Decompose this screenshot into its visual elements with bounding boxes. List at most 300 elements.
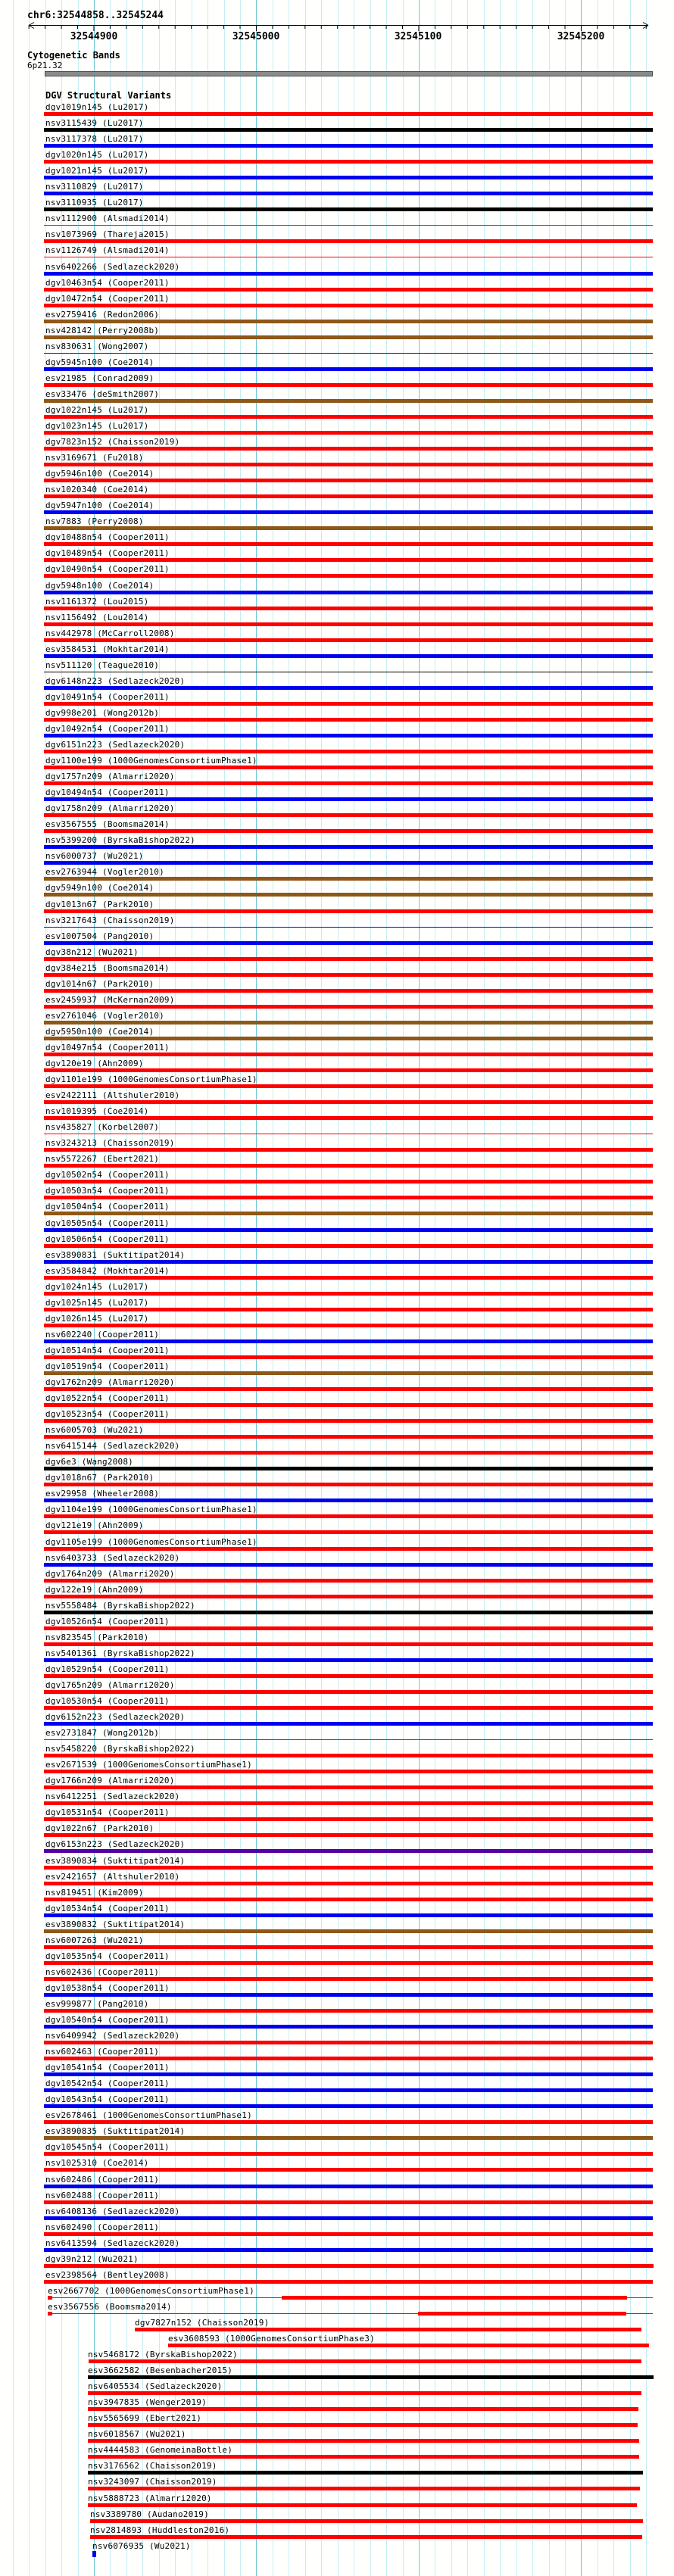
variant-label[interactable]: esv2761046 (Vogler2010) bbox=[45, 1010, 164, 1021]
variant-bar[interactable] bbox=[44, 128, 653, 132]
variant-bar[interactable] bbox=[44, 1833, 653, 1837]
variant-label[interactable]: dgv10535n54 (Cooper2011) bbox=[45, 1951, 170, 1961]
variant-label[interactable]: esv3890832 (Suktitipat2014) bbox=[45, 1919, 186, 1929]
variant-bar[interactable] bbox=[44, 2072, 653, 2076]
variant-bar[interactable] bbox=[44, 1706, 653, 1710]
variant-label[interactable]: dgv1765n209 (Almarri2020) bbox=[45, 1679, 175, 1690]
cytogenetic-band-bar[interactable] bbox=[45, 71, 653, 76]
variant-bar[interactable] bbox=[44, 2152, 653, 2156]
variant-bar[interactable] bbox=[44, 1514, 653, 1518]
variant-label[interactable]: dgv6153n223 (Sedlazeck2020) bbox=[45, 1839, 186, 1850]
variant-bar[interactable] bbox=[44, 304, 653, 307]
variant-bar[interactable] bbox=[44, 1547, 653, 1551]
variant-label[interactable]: esv3662582 (Besenbacher2015) bbox=[88, 2365, 233, 2376]
variant-bar[interactable] bbox=[44, 1722, 653, 1726]
variant-label[interactable]: nsv602436 (Cooper2011) bbox=[45, 1966, 160, 1977]
variant-bar[interactable] bbox=[44, 2264, 654, 2268]
variant-bar[interactable] bbox=[44, 2120, 653, 2124]
variant-label[interactable]: dgv1022n67 (Park2010) bbox=[45, 1823, 154, 1834]
variant-label[interactable]: dgv1764n209 (Almarri2020) bbox=[45, 1568, 175, 1579]
variant-label[interactable]: dgv10529n54 (Cooper2011) bbox=[45, 1664, 170, 1674]
variant-bar[interactable] bbox=[44, 750, 653, 753]
variant-label[interactable]: dgv10541n54 (Cooper2011) bbox=[45, 2063, 170, 2073]
variant-label[interactable]: esv33476 (deSmith2007) bbox=[45, 388, 160, 399]
variant-bar[interactable] bbox=[90, 2535, 642, 2539]
variant-bar[interactable] bbox=[44, 353, 653, 354]
variant-label[interactable]: nsv6415144 (Sedlazeck2020) bbox=[45, 1441, 180, 1452]
variant-bar[interactable] bbox=[44, 144, 653, 148]
variant-label[interactable]: dgv1021n145 (Lu2017) bbox=[45, 166, 149, 176]
variant-bar[interactable] bbox=[418, 2312, 626, 2316]
variant-bar[interactable] bbox=[88, 2423, 638, 2427]
variant-bar[interactable] bbox=[44, 2185, 653, 2188]
variant-label[interactable]: dgv5949n100 (Coe2014) bbox=[45, 883, 154, 893]
variant-bar[interactable] bbox=[44, 1387, 653, 1391]
variant-bar[interactable] bbox=[44, 941, 653, 945]
variant-bar[interactable] bbox=[44, 383, 653, 387]
variant-label[interactable]: nsv5399200 (ByrskaBishop2022) bbox=[45, 835, 195, 846]
variant-label[interactable]: nsv602486 (Cooper2011) bbox=[45, 2174, 160, 2185]
variant-label[interactable]: dgv1022n145 (Lu2017) bbox=[45, 404, 149, 415]
variant-label[interactable]: dgv7827n152 (Chaisson2019) bbox=[135, 2317, 270, 2328]
variant-bar[interactable] bbox=[44, 1674, 653, 1678]
variant-bar[interactable] bbox=[44, 2088, 653, 2092]
variant-bar[interactable] bbox=[88, 2487, 640, 2490]
variant-label[interactable]: dgv10506n54 (Cooper2011) bbox=[45, 1233, 170, 1244]
variant-bar[interactable] bbox=[44, 160, 653, 164]
variant-bar[interactable] bbox=[44, 1084, 653, 1088]
variant-label[interactable]: esv3890831 (Suktitipat2014) bbox=[45, 1249, 186, 1260]
variant-label[interactable]: nsv1019395 (Coe2014) bbox=[45, 1106, 149, 1117]
variant-label[interactable]: esv2763944 (Vogler2010) bbox=[45, 867, 164, 878]
variant-label[interactable]: dgv10490n54 (Cooper2011) bbox=[45, 564, 170, 575]
variant-label[interactable]: dgv122e19 (Ahn2009) bbox=[45, 1584, 144, 1595]
variant-label[interactable]: esv3584842 (Mokhtar2014) bbox=[45, 1265, 170, 1276]
variant-bar[interactable] bbox=[44, 861, 653, 865]
variant-label[interactable]: esv3567556 (Boomsma2014) bbox=[48, 2301, 172, 2312]
variant-label[interactable]: dgv10497n54 (Cooper2011) bbox=[45, 1042, 170, 1053]
variant-label[interactable]: esv29958 (Wheeler2008) bbox=[45, 1489, 160, 1499]
variant-label[interactable]: dgv5946n100 (Coe2014) bbox=[45, 469, 154, 479]
variant-bar[interactable] bbox=[44, 1929, 653, 1933]
variant-bar[interactable] bbox=[44, 927, 653, 928]
variant-label[interactable]: nsv6413594 (Sedlazeck2020) bbox=[45, 2238, 180, 2248]
variant-bar[interactable] bbox=[44, 2168, 653, 2172]
variant-bar[interactable] bbox=[44, 1451, 653, 1455]
variant-label[interactable]: nsv1156492 (Lou2014) bbox=[45, 612, 149, 622]
variant-bar[interactable] bbox=[44, 1642, 653, 1646]
variant-label[interactable]: nsv3243097 (Chaisson2019) bbox=[88, 2477, 217, 2487]
variant-label[interactable]: nsv3243213 (Chaisson2019) bbox=[45, 1138, 175, 1149]
variant-label[interactable]: esv2759416 (Redon2006) bbox=[45, 309, 160, 320]
variant-bar[interactable] bbox=[44, 1435, 653, 1439]
variant-bar[interactable] bbox=[88, 2375, 654, 2379]
variant-bar[interactable] bbox=[44, 415, 653, 419]
variant-bar[interactable] bbox=[44, 1053, 653, 1056]
variant-label[interactable]: dgv10502n54 (Cooper2011) bbox=[45, 1170, 170, 1180]
variant-label[interactable]: dgv10514n54 (Cooper2011) bbox=[45, 1345, 170, 1355]
variant-bar[interactable] bbox=[44, 479, 653, 482]
variant-bar[interactable] bbox=[44, 622, 653, 626]
variant-bar[interactable] bbox=[44, 1499, 653, 1502]
variant-bar[interactable] bbox=[44, 1419, 653, 1423]
variant-bar[interactable] bbox=[44, 1595, 653, 1598]
variant-label[interactable]: esv21985 (Conrad2009) bbox=[45, 373, 154, 383]
variant-bar[interactable] bbox=[44, 1180, 653, 1184]
variant-label[interactable]: nsv6402266 (Sedlazeck2020) bbox=[45, 261, 180, 272]
variant-bar[interactable] bbox=[44, 1324, 653, 1327]
variant-label[interactable]: dgv10545n54 (Cooper2011) bbox=[45, 2142, 170, 2153]
variant-label[interactable]: dgv1023n145 (Lu2017) bbox=[45, 421, 149, 431]
variant-bar[interactable] bbox=[44, 813, 653, 817]
variant-bar[interactable] bbox=[44, 1244, 653, 1248]
variant-label[interactable]: nsv3110935 (Lu2017) bbox=[45, 198, 144, 208]
variant-bar[interactable] bbox=[88, 2439, 639, 2443]
variant-label[interactable]: dgv10540n54 (Cooper2011) bbox=[45, 2015, 170, 2025]
variant-label[interactable]: dgv5948n100 (Coe2014) bbox=[45, 580, 154, 591]
variant-bar[interactable] bbox=[44, 1913, 653, 1917]
variant-bar[interactable] bbox=[282, 2296, 627, 2300]
variant-label[interactable]: esv2731847 (Wong2012b) bbox=[45, 1728, 160, 1739]
variant-bar[interactable] bbox=[44, 638, 653, 642]
variant-bar[interactable] bbox=[44, 973, 653, 977]
variant-label[interactable]: nsv6005703 (Wu2021) bbox=[45, 1425, 144, 1436]
variant-bar[interactable] bbox=[44, 288, 653, 292]
variant-label[interactable]: dgv1101e199 (1000GenomesConsortiumPhase1) bbox=[45, 1074, 257, 1085]
variant-bar[interactable] bbox=[88, 2455, 639, 2459]
variant-bar[interactable] bbox=[44, 1021, 653, 1024]
variant-bar[interactable] bbox=[44, 845, 653, 849]
variant-bar[interactable] bbox=[44, 1563, 653, 1567]
variant-bar[interactable] bbox=[44, 718, 653, 722]
variant-bar[interactable] bbox=[44, 2200, 653, 2204]
variant-bar[interactable] bbox=[44, 1785, 653, 1789]
variant-label[interactable]: esv3890834 (Suktitipat2014) bbox=[45, 1855, 186, 1866]
variant-label[interactable]: nsv5401361 (ByrskaBishop2022) bbox=[45, 1648, 195, 1658]
variant-label[interactable]: dgv5947n100 (Coe2014) bbox=[45, 501, 154, 511]
variant-bar[interactable] bbox=[44, 1801, 653, 1805]
variant-label[interactable]: dgv6e3 (Wang2008) bbox=[45, 1457, 133, 1467]
variant-bar[interactable] bbox=[44, 1371, 653, 1375]
variant-bar[interactable] bbox=[44, 1467, 653, 1470]
variant-label[interactable]: dgv10542n54 (Cooper2011) bbox=[45, 2079, 170, 2089]
variant-label[interactable]: nsv602490 (Cooper2011) bbox=[45, 2222, 160, 2232]
variant-label[interactable]: dgv1014n67 (Park2010) bbox=[45, 978, 154, 989]
variant-label[interactable]: esv2421657 (Altshuler2010) bbox=[45, 1871, 180, 1882]
variant-bar[interactable] bbox=[44, 1882, 653, 1885]
variant-bar[interactable] bbox=[135, 2328, 641, 2331]
variant-label[interactable]: nsv1112900 (Alsmadi2014) bbox=[45, 214, 170, 224]
variant-label[interactable]: nsv5572267 (Ebert2021) bbox=[45, 1154, 160, 1165]
variant-bar[interactable] bbox=[44, 1770, 653, 1773]
variant-label[interactable]: nsv3115439 (Lu2017) bbox=[45, 118, 144, 129]
variant-label[interactable]: nsv5558484 (ByrskaBishop2022) bbox=[45, 1600, 195, 1611]
variant-label[interactable]: dgv10491n54 (Cooper2011) bbox=[45, 691, 170, 702]
variant-bar[interactable] bbox=[44, 909, 653, 913]
variant-label[interactable]: nsv428142 (Perry2008b) bbox=[45, 325, 160, 335]
variant-label[interactable]: dgv10534n54 (Cooper2011) bbox=[45, 1903, 170, 1913]
variant-bar[interactable] bbox=[44, 1690, 653, 1694]
variant-label[interactable]: nsv2814893 (Huddleston2016) bbox=[90, 2525, 230, 2535]
variant-label[interactable]: dgv10494n54 (Cooper2011) bbox=[45, 787, 170, 798]
variant-bar[interactable] bbox=[44, 1196, 653, 1199]
variant-label[interactable]: nsv823545 (Park2010) bbox=[45, 1632, 149, 1642]
variant-label[interactable]: nsv5888723 (Almarri2020) bbox=[88, 2493, 212, 2503]
variant-label[interactable]: nsv819451 (Kim2009) bbox=[45, 1887, 144, 1898]
variant-bar[interactable] bbox=[44, 2009, 653, 2013]
variant-label[interactable]: nsv6076935 (Wu2021) bbox=[92, 2540, 191, 2551]
variant-label[interactable]: dgv1104e199 (1000GenomesConsortiumPhase1) bbox=[45, 1505, 257, 1515]
variant-bar[interactable] bbox=[44, 1403, 653, 1407]
variant-bar[interactable] bbox=[88, 2391, 641, 2395]
variant-bar[interactable] bbox=[44, 207, 653, 211]
variant-label[interactable]: nsv6408136 (Sedlazeck2020) bbox=[45, 2206, 180, 2216]
variant-label[interactable]: esv2459937 (McKernan2009) bbox=[45, 994, 175, 1005]
variant-bar[interactable] bbox=[44, 591, 653, 594]
variant-bar[interactable] bbox=[44, 2104, 653, 2108]
variant-bar[interactable] bbox=[44, 2057, 653, 2060]
variant-bar[interactable] bbox=[44, 1355, 653, 1359]
variant-label[interactable]: esv2422111 (Altshuler2010) bbox=[45, 1090, 180, 1101]
variant-label[interactable]: dgv6148n223 (Sedlazeck2020) bbox=[45, 675, 186, 686]
variant-label[interactable]: nsv442978 (McCarroll2008) bbox=[45, 628, 175, 638]
variant-bar[interactable] bbox=[44, 877, 653, 881]
variant-label[interactable]: dgv1757n209 (Almarri2020) bbox=[45, 772, 175, 782]
variant-label[interactable]: nsv5458220 (ByrskaBishop2022) bbox=[45, 1744, 195, 1754]
variant-label[interactable]: nsv3117378 (Lu2017) bbox=[45, 134, 144, 145]
variant-label[interactable]: dgv10463n54 (Cooper2011) bbox=[45, 277, 170, 288]
variant-bar[interactable] bbox=[44, 574, 653, 578]
variant-label[interactable]: dgv10543n54 (Cooper2011) bbox=[45, 2094, 170, 2105]
variant-bar[interactable] bbox=[44, 1116, 653, 1120]
variant-label[interactable]: nsv1126749 (Alsmadi2014) bbox=[45, 245, 170, 256]
variant-label[interactable]: esv3890835 (Suktitipat2014) bbox=[45, 2126, 186, 2137]
variant-label[interactable]: nsv511120 (Teague2010) bbox=[45, 660, 160, 670]
variant-bar[interactable] bbox=[44, 1530, 653, 1534]
variant-label[interactable]: dgv1766n209 (Almarri2020) bbox=[45, 1776, 175, 1786]
variant-label[interactable]: dgv1024n145 (Lu2017) bbox=[45, 1281, 149, 1292]
variant-bar[interactable] bbox=[44, 1037, 653, 1040]
variant-label[interactable]: dgv10538n54 (Cooper2011) bbox=[45, 1982, 170, 1993]
variant-label[interactable]: nsv6405534 (Sedlazeck2020) bbox=[88, 2381, 223, 2392]
variant-bar[interactable] bbox=[44, 1212, 653, 1215]
variant-bar[interactable] bbox=[44, 399, 653, 403]
variant-label[interactable]: dgv121e19 (Ahn2009) bbox=[45, 1520, 144, 1531]
variant-label[interactable]: nsv602463 (Cooper2011) bbox=[45, 2047, 160, 2057]
variant-label[interactable]: esv2678461 (1000GenomesConsortiumPhase1) bbox=[45, 2110, 252, 2121]
variant-bar[interactable] bbox=[44, 893, 653, 897]
variant-label[interactable]: nsv3947835 (Wenger2019) bbox=[88, 2397, 207, 2408]
variant-bar[interactable] bbox=[44, 1276, 653, 1280]
variant-bar[interactable] bbox=[44, 2248, 653, 2252]
variant-label[interactable]: dgv1762n209 (Almarri2020) bbox=[45, 1377, 175, 1387]
variant-bar[interactable] bbox=[44, 272, 653, 276]
variant-bar[interactable] bbox=[44, 1148, 653, 1152]
variant-label[interactable]: esv999877 (Pang2010) bbox=[45, 1998, 149, 2009]
variant-label[interactable]: dgv6151n223 (Sedlazeck2020) bbox=[45, 740, 186, 750]
variant-bar[interactable] bbox=[44, 510, 653, 514]
variant-bar[interactable] bbox=[44, 781, 653, 785]
variant-bar[interactable] bbox=[44, 1977, 653, 1981]
variant-bar[interactable] bbox=[44, 1579, 653, 1583]
variant-bar[interactable] bbox=[44, 320, 653, 323]
variant-label[interactable]: nsv6018567 (Wu2021) bbox=[88, 2429, 186, 2440]
variant-bar[interactable] bbox=[44, 1100, 653, 1104]
variant-bar[interactable] bbox=[44, 766, 653, 769]
variant-bar[interactable] bbox=[88, 2407, 638, 2411]
variant-bar[interactable] bbox=[44, 1260, 653, 1264]
variant-label[interactable]: nsv4444583 (GenomeinaBottle) bbox=[88, 2445, 233, 2456]
variant-label[interactable]: dgv7823n152 (Chaisson2019) bbox=[45, 437, 180, 448]
variant-label[interactable]: nsv5468172 (ByrskaBishop2022) bbox=[88, 2350, 238, 2360]
variant-bar[interactable] bbox=[44, 335, 653, 339]
variant-label[interactable]: dgv5950n100 (Coe2014) bbox=[45, 1026, 154, 1037]
variant-bar[interactable] bbox=[44, 2216, 653, 2220]
variant-label[interactable]: dgv39n212 (Wu2021) bbox=[45, 2253, 139, 2264]
variant-label[interactable]: dgv1013n67 (Park2010) bbox=[45, 899, 154, 909]
variant-bar[interactable] bbox=[44, 431, 653, 435]
variant-label[interactable]: dgv10522n54 (Cooper2011) bbox=[45, 1393, 170, 1404]
variant-bar[interactable] bbox=[44, 797, 653, 801]
variant-bar[interactable] bbox=[44, 494, 653, 498]
variant-bar[interactable] bbox=[44, 192, 653, 195]
variant-bar[interactable] bbox=[44, 607, 653, 610]
variant-bar[interactable] bbox=[44, 2025, 653, 2029]
variant-label[interactable]: nsv6412251 (Sedlazeck2020) bbox=[45, 1792, 180, 1802]
variant-bar[interactable] bbox=[44, 1817, 653, 1821]
variant-bar[interactable] bbox=[44, 1483, 653, 1486]
variant-label[interactable]: dgv998e201 (Wong2012b) bbox=[45, 707, 160, 718]
variant-label[interactable]: dgv5945n100 (Coe2014) bbox=[45, 357, 154, 367]
variant-bar[interactable] bbox=[44, 1164, 653, 1168]
variant-label[interactable]: nsv602488 (Cooper2011) bbox=[45, 2190, 160, 2200]
variant-bar[interactable] bbox=[44, 542, 653, 546]
variant-label[interactable]: dgv1025n145 (Lu2017) bbox=[45, 1297, 149, 1308]
variant-label[interactable]: dgv1018n67 (Park2010) bbox=[45, 1473, 154, 1483]
variant-label[interactable]: dgv120e19 (Ahn2009) bbox=[45, 1059, 144, 1068]
variant-label[interactable]: nsv435827 (Korbel2007) bbox=[45, 1122, 160, 1133]
variant-label[interactable]: nsv830631 (Wong2007) bbox=[45, 341, 149, 351]
variant-label[interactable]: nsv1025310 (Coe2014) bbox=[45, 2158, 149, 2169]
variant-bar[interactable] bbox=[44, 239, 653, 243]
variant-label[interactable]: nsv3217643 (Chaisson2019) bbox=[45, 915, 175, 925]
variant-label[interactable]: dgv1026n145 (Lu2017) bbox=[45, 1313, 149, 1324]
variant-label[interactable]: nsv3389780 (Audano2019) bbox=[90, 2509, 209, 2519]
variant-label[interactable]: esv3567555 (Boomsma2014) bbox=[45, 819, 170, 830]
variant-label[interactable]: nsv3169671 (Fu2018) bbox=[45, 453, 144, 463]
variant-label[interactable]: dgv10472n54 (Cooper2011) bbox=[45, 293, 170, 304]
variant-bar[interactable] bbox=[44, 654, 653, 658]
variant-label[interactable]: esv2671539 (1000GenomesConsortiumPhase1) bbox=[45, 1760, 252, 1770]
variant-bar[interactable] bbox=[44, 1849, 653, 1853]
variant-bar[interactable] bbox=[44, 1993, 653, 1997]
variant-label[interactable]: dgv1020n145 (Lu2017) bbox=[45, 150, 149, 161]
variant-label[interactable]: dgv10489n54 (Cooper2011) bbox=[45, 548, 170, 559]
variant-bar[interactable] bbox=[44, 1068, 653, 1072]
variant-label[interactable]: dgv10519n54 (Cooper2011) bbox=[45, 1361, 170, 1371]
variant-label[interactable]: dgv38n212 (Wu2021) bbox=[45, 947, 139, 957]
variant-bar[interactable] bbox=[88, 2471, 643, 2475]
variant-point-box[interactable] bbox=[92, 2551, 96, 2557]
variant-bar[interactable] bbox=[44, 225, 653, 226]
variant-bar[interactable] bbox=[44, 1866, 653, 1870]
variant-bar[interactable] bbox=[44, 558, 653, 562]
coordinate-ruler[interactable] bbox=[0, 0, 674, 44]
variant-label[interactable]: dgv10531n54 (Cooper2011) bbox=[45, 1807, 170, 1818]
variant-label[interactable]: nsv602240 (Cooper2011) bbox=[45, 1329, 160, 1339]
variant-bar[interactable] bbox=[44, 1292, 653, 1296]
variant-label[interactable]: dgv10492n54 (Cooper2011) bbox=[45, 723, 170, 734]
variant-label[interactable]: nsv3176562 (Chaisson2019) bbox=[88, 2461, 217, 2472]
variant-label[interactable]: esv2398564 (Bentley2008) bbox=[45, 2269, 170, 2280]
variant-label[interactable]: dgv1758n209 (Almarri2020) bbox=[45, 803, 175, 814]
variant-bar[interactable] bbox=[44, 447, 653, 451]
variant-label[interactable]: dgv10488n54 (Cooper2011) bbox=[45, 532, 170, 543]
variant-label[interactable]: dgv10526n54 (Cooper2011) bbox=[45, 1616, 170, 1626]
variant-bar[interactable] bbox=[44, 2232, 653, 2236]
variant-bar[interactable] bbox=[44, 1626, 653, 1630]
variant-bar[interactable] bbox=[44, 176, 653, 179]
variant-bar[interactable] bbox=[44, 1658, 653, 1662]
variant-label[interactable]: nsv5565699 (Ebert2021) bbox=[88, 2413, 202, 2424]
variant-label[interactable]: dgv10530n54 (Cooper2011) bbox=[45, 1696, 170, 1706]
variant-bar[interactable] bbox=[44, 734, 653, 738]
variant-bar[interactable] bbox=[44, 702, 653, 706]
variant-label[interactable]: dgv6152n223 (Sedlazeck2020) bbox=[45, 1712, 186, 1723]
variant-bar[interactable] bbox=[44, 989, 653, 993]
variant-bar[interactable] bbox=[44, 463, 653, 466]
variant-bar[interactable] bbox=[168, 2344, 649, 2347]
variant-label[interactable]: dgv384e215 (Boomsma2014) bbox=[45, 962, 170, 973]
variant-bar[interactable] bbox=[44, 2136, 653, 2140]
variant-bar[interactable] bbox=[44, 1228, 653, 1232]
variant-bar[interactable] bbox=[44, 1339, 653, 1343]
variant-label[interactable]: dgv10523n54 (Cooper2011) bbox=[45, 1409, 170, 1420]
variant-label[interactable]: nsv6000737 (Wu2021) bbox=[45, 851, 144, 862]
variant-label[interactable]: dgv1100e199 (1000GenomesConsortiumPhase1) bbox=[45, 756, 257, 766]
variant-label[interactable]: nsv1020340 (Coe2014) bbox=[45, 485, 149, 495]
variant-label[interactable]: nsv1161372 (Lou2015) bbox=[45, 596, 149, 607]
variant-bar[interactable] bbox=[44, 2041, 653, 2044]
variant-bar[interactable] bbox=[44, 686, 653, 690]
variant-bar[interactable] bbox=[44, 1945, 653, 1949]
variant-bar[interactable] bbox=[44, 1961, 653, 1965]
variant-bar[interactable] bbox=[44, 1739, 653, 1740]
variant-bar[interactable] bbox=[44, 1611, 653, 1614]
variant-bar[interactable] bbox=[44, 1898, 653, 1901]
variant-label[interactable]: dgv10505n54 (Cooper2011) bbox=[45, 1218, 170, 1228]
variant-label[interactable]: esv1007504 (Pang2010) bbox=[45, 931, 154, 941]
variant-bar[interactable] bbox=[44, 367, 653, 371]
variant-bar[interactable] bbox=[44, 2280, 653, 2284]
variant-label[interactable]: esv3608593 (1000GenomesConsortiumPhase3) bbox=[168, 2334, 375, 2344]
variant-bar[interactable] bbox=[89, 2359, 641, 2363]
variant-label[interactable]: dgv10503n54 (Cooper2011) bbox=[45, 1186, 170, 1196]
variant-label[interactable]: dgv1019n145 (Lu2017) bbox=[45, 102, 149, 112]
variant-label[interactable]: dgv10504n54 (Cooper2011) bbox=[45, 1202, 170, 1212]
variant-label[interactable]: nsv1073969 (Thareja2015) bbox=[45, 229, 170, 240]
variant-label[interactable]: nsv6007263 (Wu2021) bbox=[45, 1935, 144, 1945]
variant-label[interactable]: esv2667702 (1000GenomesConsortiumPhase1) bbox=[48, 2285, 254, 2296]
variant-bar[interactable] bbox=[44, 112, 653, 116]
variant-bar[interactable] bbox=[88, 2503, 637, 2507]
variant-bar[interactable] bbox=[44, 1005, 653, 1009]
variant-bar[interactable] bbox=[44, 526, 653, 530]
variant-label[interactable]: nsv6403733 (Sedlazeck2020) bbox=[45, 1552, 180, 1563]
variant-label[interactable]: nsv3110829 (Lu2017) bbox=[45, 182, 144, 192]
variant-bar[interactable] bbox=[44, 1754, 653, 1757]
variant-bar[interactable] bbox=[44, 957, 653, 961]
